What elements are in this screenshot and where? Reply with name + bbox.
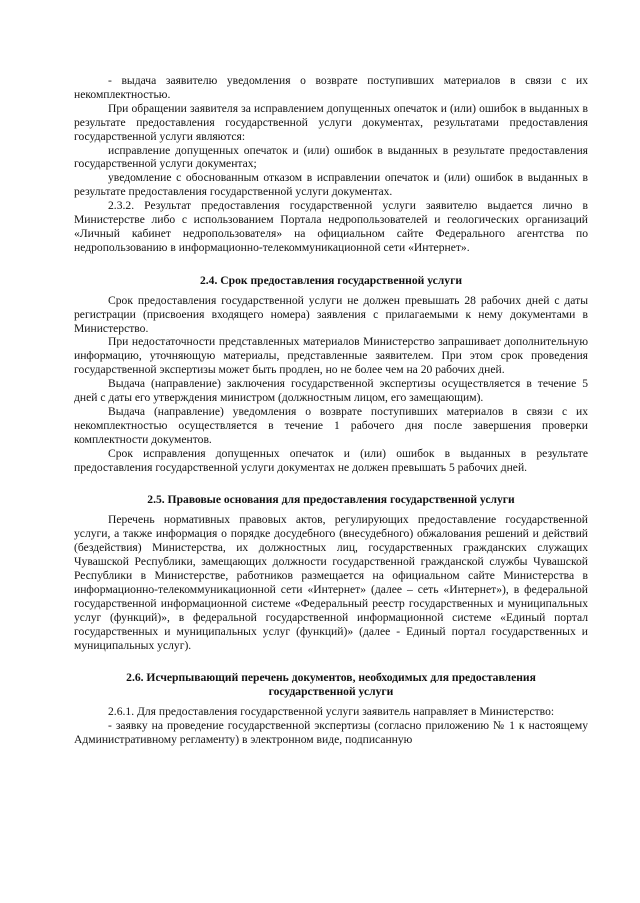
section-2-5 [74,513,588,652]
top-paragraphs [74,74,588,255]
paragraph: Перечень нормативных правовых актов, регулирующих предоставление государственной услуги, а также информация о порядке досудебного (внесудебного) обжалования решений и действий (бездействия) Министерства, их должностных лиц, государственных гражданских служащих Чувашской Республики, замещающих должности государственной гражданской службы Чувашской Республики в Министерстве, работников размещается на официальном сайте Министерства в информационно-телекоммуникационной сети «Интернет» (далее – сеть «Интернет»), в федеральной государственной информационной системе «Федеральный реестр государственных и муниципальных услуг (функций)», в федеральной государственной информационной системе «Единый портал государственных и муниципальных услуг (функций)» (далее - Единый портал государственных и муниципальных услуг). [74,513,588,652]
paragraph: Выдача (направление) заключения государственной экспертизы осуществляется в течение 5 дней с даты его утверждения министром (должностным лицом, его замещающим). [74,377,588,405]
section-heading: 2.4. Срок предоставления государственной услуги [199,273,463,287]
section-heading-line-2: государственной услуги [268,685,394,699]
section-2-4-heading-block [74,274,588,288]
paragraph: уведомление с обоснованным отказом в исправлении опечаток и (или) ошибок в выданных в результате предоставления государственной услуги документах. [74,171,588,199]
section-2-4 [74,294,588,475]
paragraph: Срок предоставления государственной услуги не должен превышать 28 рабочих дней с даты регистрации (присвоения входящего номера) заявления с прилагаемыми к нему документами в Министерство. [74,293,588,335]
section-heading-line-1: 2.6. Исчерпывающий перечень документов, необходимых для предоставления [126,671,536,685]
paragraph: Выдача (направление) уведомления о возврате поступивших материалов в связи с их некомплектностью осуществляется в течение 1 рабочего дня после завершения проверки комплектности документов. [74,404,588,446]
section-2-5-heading-block [74,493,588,507]
paragraph: Срок исправления допущенных опечаток и (или) ошибок в выданных в результате предоставления государственной услуги документах не должен превышать 5 рабочих дней. [74,446,588,474]
paragraph: 2.6.1. Для предоставления государственной услуги заявитель направляет в Министерство: [108,705,555,719]
section-2-6 [74,705,588,747]
section-2-6-heading-block [74,671,588,699]
paragraph: При недостаточности представленных материалов Министерство запрашивает дополнительную информацию, уточняющую материалы, представленные заявителем. При этом срок проведения государственной экспертизы может быть продлен, но не более чем на 20 рабочих дней. [74,335,588,377]
paragraph: исправление допущенных опечаток и (или) ошибок в выданных в результате предоставления государственной услуги документах; [74,143,588,171]
paragraph: 2.3.2. Результат предоставления государственной услуги заявителю выдается лично в Министерстве либо с использованием Портала недропользователей и геологических организаций «Личный кабинет недропользователя» на официальном сайте Федерального агентства по недропользованию в информационно-телекоммуникационной сети «Интернет». [74,199,588,254]
paragraph: При обращении заявителя за исправлением допущенных опечаток и (или) ошибок в выданных в результате предоставления государственной услуги документах, результатами предоставления государственной услуги являются: [74,101,588,143]
paragraph: - заявку на проведение государственной экспертизы (согласно приложению № 1 к настоящему Административному регламенту) в электронном виде, подписанную [74,719,588,747]
section-heading: 2.5. Правовые основания для предоставления государственной услуги [147,493,515,507]
paragraph: - выдача заявителю уведомления о возврате поступивших материалов в связи с их некомплектностью. [74,74,588,101]
